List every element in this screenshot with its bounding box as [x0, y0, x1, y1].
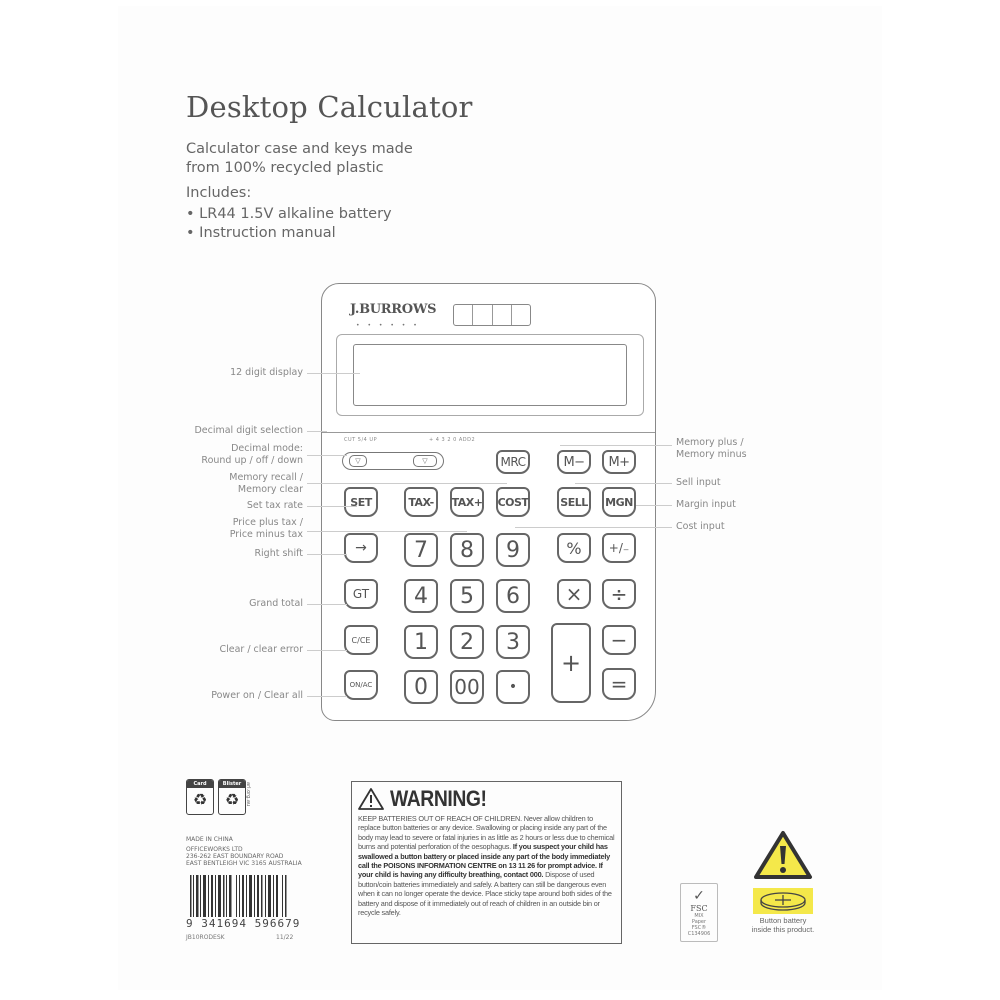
key-2[interactable]: 2 [450, 625, 484, 659]
callout-clear: Clear / clear error [219, 644, 303, 655]
rounding-switch-labels: CUT 5/4 UP [344, 437, 378, 443]
warning-title: WARNING! [390, 786, 487, 811]
leader-line [307, 531, 467, 532]
calculator-illustration [321, 283, 656, 721]
m-minus-key[interactable]: M− [557, 450, 591, 474]
recycle-badge-blister: Blister ♻ [218, 779, 246, 815]
mgn-key[interactable]: MGN [602, 487, 636, 517]
key-1[interactable]: 1 [404, 625, 438, 659]
sell-key[interactable]: SELL [557, 487, 591, 517]
brand-logo: J.BURROWS [350, 302, 437, 317]
button-battery-icon [753, 888, 813, 914]
button-battery-notice [749, 830, 817, 934]
lcd-display [353, 344, 627, 406]
recycling-badges [186, 779, 246, 815]
includes-item: • Instruction manual [186, 224, 392, 243]
leader-line [307, 483, 507, 484]
product-title: Desktop Calculator [186, 90, 473, 124]
calculator-top-panel [322, 284, 655, 433]
leader-line [307, 373, 360, 374]
sku-code: JB10RODESK [186, 934, 225, 941]
tax-minus-key[interactable]: TAX- [404, 487, 438, 517]
right-shift-key[interactable]: → [344, 533, 378, 563]
multiply-key[interactable]: × [557, 579, 591, 609]
percent-key[interactable]: % [557, 533, 591, 563]
manufacturer-info: MADE IN CHINA OFFICEWORKS LTD 236-262 EAST BOUNDARY ROAD EAST BENTLEIGH VIC 3165 AUSTRALIA [186, 836, 302, 867]
arl-text: arl.org.au [245, 782, 251, 807]
callout-price-tax: Price plus tax / Price minus tax [229, 517, 303, 540]
brand-dots: • • • • • • [356, 322, 420, 329]
equals-key[interactable]: = [602, 668, 636, 700]
leader-line [560, 445, 672, 446]
callout-decimal-mode: Decimal mode: Round up / off / down [201, 443, 303, 466]
leader-line [307, 506, 357, 507]
date-code: 11/22 [276, 934, 294, 941]
warning-triangle-icon [358, 788, 384, 810]
callout-memory-plus-minus: Memory plus / Memory minus [676, 437, 747, 460]
callout-margin: Margin input [676, 499, 736, 510]
key-4[interactable]: 4 [404, 579, 438, 613]
barcode-number: 9 341694 596679 [186, 917, 301, 930]
hazard-triangle-icon [753, 830, 813, 880]
on-ac-key[interactable]: ON/AC [344, 670, 378, 700]
leader-line [575, 483, 672, 484]
mrc-key[interactable]: MRC [496, 450, 530, 474]
key-5[interactable]: 5 [450, 579, 484, 613]
leader-line [307, 604, 347, 605]
callout-memory-recall: Memory recall / Memory clear [229, 472, 303, 495]
warning-text: KEEP BATTERIES OUT OF REACH OF CHILDREN. Never allow children to replace button batteries or any device. Swallowing or placing inside any part of the body may lead to severe or fatal injuries in as little as 2 hours or less due to chemical burns and potential perforation of the oesophagus. If you suspect your child has swallowed a button battery or placed inside any part of the body immediately call the POISONS INFORMATION CENTRE on 13 11 26 for prompt advice. If your child is having any difficulty breathing, contact 000. Dispose of used button/coin batteries immediately and safely. A battery can still be dangerous even when it can no longer operate the device. Place sticky tape around both sides of the battery and dispose of it immediately out of reach of children in an outside bin or recycle safely. [358, 814, 615, 918]
rounding-switch[interactable]: ▽ [349, 455, 367, 467]
decimal-key[interactable]: • [496, 670, 530, 704]
callout-set-tax: Set tax rate [246, 500, 303, 511]
key-3[interactable]: 3 [496, 625, 530, 659]
m-plus-key[interactable]: M+ [602, 450, 636, 474]
plus-minus-key[interactable]: +/₋ [602, 533, 636, 563]
key-00[interactable]: 00 [450, 670, 484, 704]
fsc-logo: ✓ FSC MIX Paper FSC® C134906 [680, 883, 718, 942]
display-bezel [336, 334, 644, 416]
includes-list [186, 205, 392, 243]
includes-section [186, 184, 392, 243]
recycle-badge-card: Card ♻ [186, 779, 214, 815]
includes-item: • LR44 1.5V alkaline battery [186, 205, 392, 224]
gt-key[interactable]: GT [344, 579, 378, 609]
includes-label: Includes: [186, 185, 252, 201]
key-0[interactable]: 0 [404, 670, 438, 704]
callout-cost: Cost input [676, 521, 725, 532]
leader-line [307, 431, 327, 432]
plus-key[interactable]: + [551, 623, 591, 703]
set-key[interactable]: SET [344, 487, 378, 517]
decimal-switch[interactable]: ▽ [413, 455, 437, 467]
decimal-switch-labels: + 4 3 2 0 ADD2 [429, 437, 476, 443]
mode-switch-rail [342, 452, 444, 470]
callout-power: Power on / Clear all [211, 690, 303, 701]
minus-key[interactable]: − [602, 625, 636, 655]
leader-line [307, 696, 347, 697]
leader-line [307, 554, 347, 555]
callout-grand-total: Grand total [249, 598, 303, 609]
key-7[interactable]: 7 [404, 533, 438, 567]
recycle-icon: ♻ [192, 790, 208, 809]
key-8[interactable]: 8 [450, 533, 484, 567]
divide-key[interactable]: ÷ [602, 579, 636, 609]
callout-decimal-digit: Decimal digit selection [194, 425, 303, 436]
clear-key[interactable]: C/CE [344, 625, 378, 655]
leader-line [515, 527, 672, 528]
cost-key[interactable]: COST [496, 487, 530, 517]
battery-warning-box [351, 781, 622, 944]
solar-panel [453, 304, 531, 326]
key-6[interactable]: 6 [496, 579, 530, 613]
leader-line [307, 650, 347, 651]
callout-display: 12 digit display [230, 367, 303, 378]
tax-plus-key[interactable]: TAX+ [450, 487, 484, 517]
leader-line [307, 455, 347, 456]
fsc-tree-icon: ✓ [693, 888, 705, 904]
warning-header [358, 786, 615, 812]
callout-sell: Sell input [676, 477, 721, 488]
key-9[interactable]: 9 [496, 533, 530, 567]
callout-right-shift: Right shift [254, 548, 303, 559]
leader-line [636, 505, 672, 506]
recycle-icon: ♻ [224, 790, 240, 809]
battery-caption: Button battery inside this product. [751, 916, 815, 934]
product-description: Calculator case and keys made from 100% recycled plastic [186, 141, 413, 176]
